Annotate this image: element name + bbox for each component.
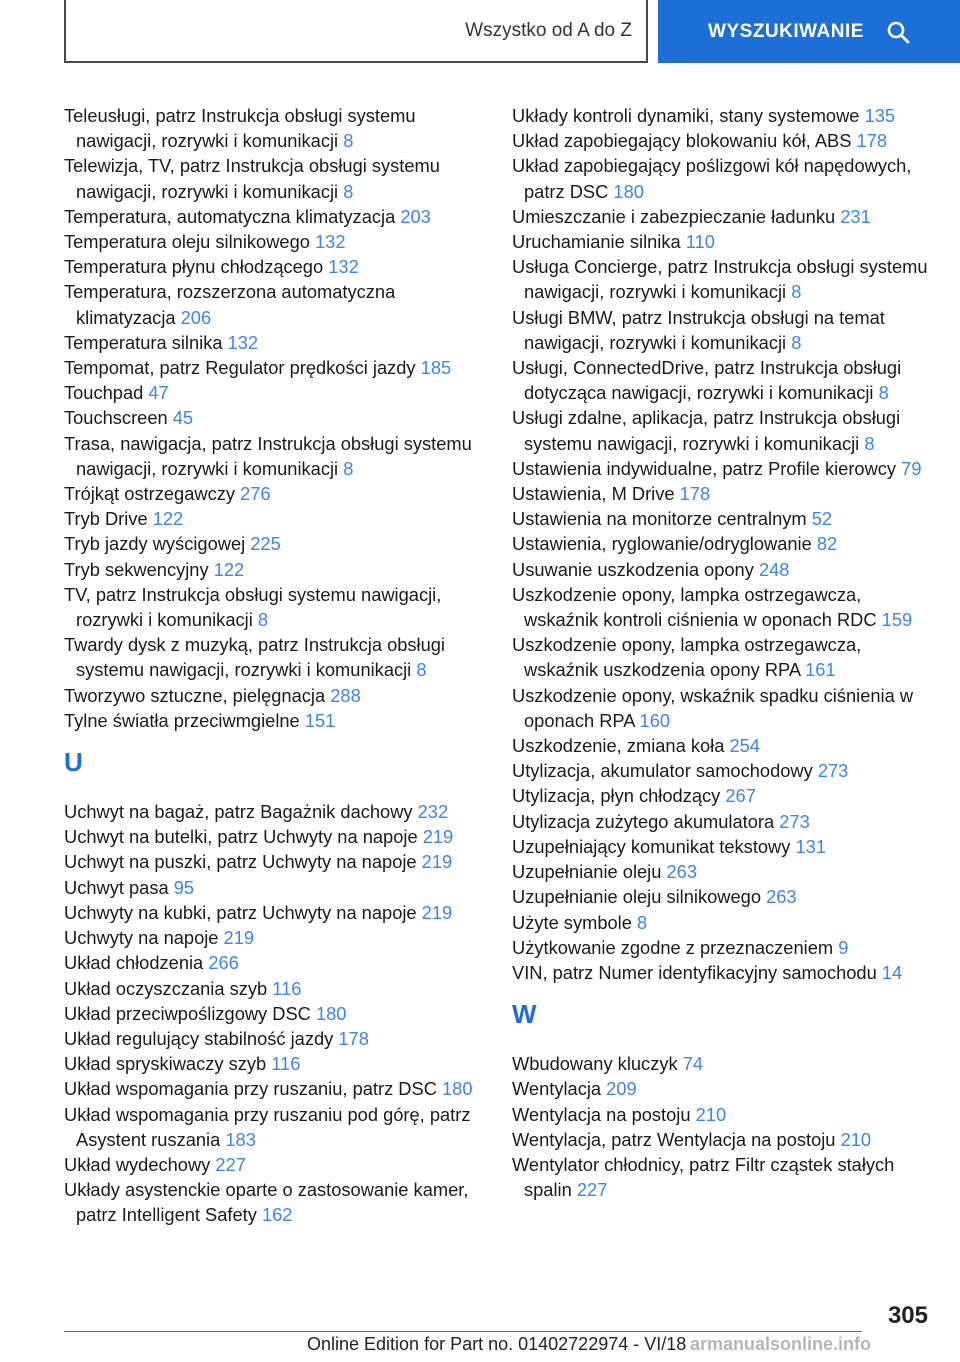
- index-entry: [64, 849, 484, 874]
- page-link[interactable]: 8: [257, 609, 269, 631]
- entry-term: Usługi, ConnectedDrive, patrz Instrukcja obsługi dotycząca nawigacji, rozrywki i komunikacji: [512, 357, 902, 404]
- page-link[interactable]: 276: [240, 483, 271, 505]
- page-link[interactable]: 52: [811, 508, 833, 530]
- entry-term: Uruchamianie silnika: [512, 231, 686, 253]
- index-entry: [64, 900, 484, 925]
- index-entry: [64, 330, 484, 355]
- tab-search-label: WYSZUKIWANIE: [708, 20, 864, 42]
- page-link[interactable]: 210: [695, 1103, 727, 1125]
- page-link[interactable]: 8: [636, 911, 648, 933]
- index-entry: [512, 254, 937, 304]
- tab-a-to-z-label: Wszystko od A do Z: [465, 19, 632, 41]
- index-entry: [512, 557, 937, 582]
- entry-term: Układ oczyszczania szyb: [64, 977, 273, 999]
- header: [0, 0, 960, 66]
- index-entry: [64, 824, 484, 849]
- index-entry: [64, 582, 484, 632]
- entry-term: Touchscreen: [64, 407, 173, 429]
- page-link[interactable]: 178: [679, 483, 711, 505]
- index-entry: [64, 557, 484, 582]
- page-link[interactable]: 178: [856, 130, 888, 152]
- index-entry: [512, 834, 937, 859]
- page-link[interactable]: 8: [791, 281, 802, 303]
- index-entry: [64, 1177, 484, 1227]
- page-link[interactable]: 8: [343, 130, 354, 152]
- entry-term: Teleusługi, patrz Instrukcja obsługi systemu nawigacji, rozrywki i komunikacji: [64, 105, 416, 152]
- page-link[interactable]: 180: [315, 1002, 347, 1024]
- entry-term: Temperatura, automatyczna klimatyzacja: [64, 205, 401, 227]
- page-link[interactable]: 116: [272, 977, 302, 999]
- index-entry: [64, 355, 484, 380]
- index-entry: [64, 380, 484, 405]
- page-link[interactable]: 110: [685, 231, 715, 253]
- page-link[interactable]: 8: [343, 180, 354, 202]
- entry-term: Tryb Drive: [64, 508, 153, 530]
- index-entry: [512, 809, 937, 834]
- page-link[interactable]: 210: [840, 1128, 872, 1150]
- index-entry: [512, 960, 937, 985]
- index-entry: [512, 683, 937, 733]
- page-link[interactable]: 219: [223, 927, 255, 949]
- index-entry: [64, 1076, 484, 1101]
- index-entry: [64, 481, 484, 506]
- entry-term: Usługi BMW, patrz Instrukcja obsługi na temat nawigacji, rozrywki i komunikacji: [512, 306, 885, 353]
- page-link[interactable]: 267: [725, 785, 756, 807]
- entry-term: Wentylacja na postoju: [512, 1103, 696, 1125]
- section-letter: W: [512, 999, 537, 1030]
- entry-term: Uchwyt na butelki, patrz Uchwyty na napoje: [64, 826, 423, 848]
- entry-term: Układ zapobiegający blokowaniu kół, ABS: [512, 130, 857, 152]
- page-link[interactable]: 132: [227, 331, 259, 353]
- page-link[interactable]: 8: [416, 659, 427, 681]
- page-link[interactable]: 178: [338, 1027, 369, 1049]
- watermark: armanualsonline.info: [690, 1334, 872, 1354]
- page-link[interactable]: 132: [328, 256, 359, 278]
- entry-term: Utylizacja zużytego akumulatora: [512, 810, 780, 832]
- entry-term: Wentylacja: [512, 1078, 607, 1100]
- search-icon: [886, 20, 910, 44]
- entry-term: Usuwanie uszkodzenia opony: [512, 558, 759, 580]
- page-link[interactable]: 8: [343, 457, 354, 479]
- page-link[interactable]: 227: [576, 1179, 608, 1201]
- index-entry: [512, 1051, 937, 1076]
- entry-term: Tryb jazdy wyścigowej: [64, 533, 251, 555]
- page-link[interactable]: 9: [838, 936, 849, 958]
- index-entry: [64, 103, 484, 153]
- page-link[interactable]: 266: [208, 952, 239, 974]
- entry-term: Uszkodzenie, zmiana koła: [512, 735, 730, 757]
- page-link[interactable]: 232: [417, 801, 449, 823]
- page-link[interactable]: 180: [441, 1078, 473, 1100]
- entry-term: Twardy dysk z muzyką, patrz Instrukcja obsługi systemu nawigacji, rozrywki i komunikacji: [64, 634, 445, 681]
- page-number: 305: [887, 1302, 928, 1329]
- page-link[interactable]: 8: [864, 432, 875, 454]
- index-entry: [512, 783, 937, 808]
- page-link[interactable]: 254: [729, 735, 760, 757]
- page-link[interactable]: 162: [261, 1204, 293, 1226]
- entry-term: Uzupełniający komunikat tekstowy: [512, 835, 796, 857]
- entry-term: Trójkąt ostrzegawczy: [64, 483, 241, 505]
- page-link[interactable]: 151: [304, 709, 336, 731]
- entry-term: Układ wspomagania przy ruszaniu, patrz DSC: [64, 1078, 442, 1100]
- entry-term: Telewizja, TV, patrz Instrukcja obsługi systemu nawigacji, rozrywki i komunikacji: [64, 155, 440, 202]
- page-link[interactable]: 8: [791, 331, 802, 353]
- page-link[interactable]: 219: [422, 826, 454, 848]
- page-link[interactable]: 248: [758, 558, 790, 580]
- index-entry: [64, 229, 484, 254]
- page-link[interactable]: 47: [148, 382, 169, 404]
- entry-term: Utylizacja, akumulator samochodowy: [512, 760, 818, 782]
- page-link[interactable]: 183: [225, 1128, 256, 1150]
- entry-term: Tryb sekwencyjny: [64, 558, 214, 580]
- footer-divider: [64, 1331, 862, 1332]
- edition-text: Online Edition for Part no. 01402722974 - VI/18: [307, 1334, 687, 1354]
- entry-term: Temperatura silnika: [64, 331, 228, 353]
- index-entry: [512, 1127, 937, 1152]
- entry-term: Umieszczanie i zabezpieczanie ładunku: [512, 205, 841, 227]
- index-entry: [64, 683, 484, 708]
- index-entry: [64, 708, 484, 733]
- page-link[interactable]: 14: [881, 961, 903, 983]
- entry-term: Touchpad: [64, 382, 149, 404]
- page-link[interactable]: 206: [180, 306, 212, 328]
- index-entry: [512, 305, 937, 355]
- entry-term: Układy kontroli dynamiki, stany systemowe: [512, 105, 865, 126]
- index-entry: [64, 875, 484, 900]
- page-link[interactable]: 231: [840, 205, 871, 227]
- entry-term: Tylne światła przeciwmgielne: [64, 709, 305, 731]
- index-entry: [512, 733, 937, 758]
- entry-term: Tworzywo sztuczne, pielęgnacja: [64, 684, 331, 706]
- entry-term: VIN, patrz Numer identyfikacyjny samochodu: [512, 961, 882, 983]
- index-entry: [64, 279, 484, 329]
- entry-term: Uszkodzenie opony, wskaźnik spadku ciśnienia w oponach RPA: [512, 684, 914, 731]
- entry-term: Ustawienia indywidualne, patrz Profile kierowcy: [512, 457, 902, 479]
- entry-term: Uchwyt pasa: [64, 876, 174, 898]
- entry-term: Użytkowanie zgodne z przeznaczeniem: [512, 936, 839, 958]
- index-entry: [64, 254, 484, 279]
- index-entry: [512, 456, 937, 481]
- index-entry: [512, 1152, 937, 1202]
- page-link[interactable]: 219: [421, 851, 453, 873]
- index-entry: [512, 582, 937, 632]
- index-entry: [64, 1051, 484, 1076]
- entry-term: Utylizacja, płyn chłodzący: [512, 785, 726, 807]
- index-entry: [512, 1076, 937, 1101]
- entry-term: Usługi zdalne, aplikacja, patrz Instrukcja obsługi systemu nawigacji, rozrywki i komunikacji: [512, 407, 901, 454]
- index-column-left: [64, 103, 484, 1228]
- entry-term: Temperatura, rozszerzona automatyczna klimatyzacja: [64, 281, 396, 328]
- index-entry: [64, 632, 484, 682]
- tab-a-to-z[interactable]: [64, 0, 648, 63]
- page-link[interactable]: 273: [779, 810, 810, 832]
- page-link[interactable]: 219: [421, 901, 453, 923]
- index-entry: [512, 884, 937, 909]
- page-link[interactable]: 288: [330, 684, 361, 706]
- index-entry: [64, 1102, 484, 1152]
- page-link[interactable]: 161: [805, 659, 836, 681]
- entry-term: TV, patrz Instrukcja obsługi systemu nawigacji, rozrywki i komunikacji: [64, 583, 442, 631]
- entry-term: Uszkodzenie opony, lampka ostrzegawcza, wskaźnik uszkodzenia opony RPA: [512, 634, 862, 681]
- index-entry: [64, 1026, 484, 1051]
- page-link[interactable]: 8: [878, 382, 889, 404]
- entry-term: Układ chłodzenia: [64, 952, 209, 974]
- index-entry: [512, 506, 937, 531]
- page-link[interactable]: 185: [420, 357, 452, 379]
- page-link[interactable]: 263: [666, 861, 697, 883]
- entry-term: Ustawienia na monitorze centralnym: [512, 508, 812, 530]
- entry-term: Układ regulujący stabilność jazdy: [64, 1027, 339, 1049]
- entry-term: Wentylator chłodnicy, patrz Filtr cząstek stałych spalin: [512, 1153, 895, 1201]
- page-link[interactable]: 95: [173, 876, 195, 898]
- entry-term: Układ spryskiwaczy szyb: [64, 1053, 272, 1075]
- index-entry: [512, 405, 937, 455]
- index-entry: [512, 632, 937, 682]
- index-entry: [64, 950, 484, 975]
- index-entry: [64, 405, 484, 430]
- entry-term: Trasa, nawigacja, patrz Instrukcja obsługi systemu nawigacji, rozrywki i komunikacji: [64, 432, 472, 479]
- index-entry: [512, 859, 937, 884]
- page-link[interactable]: 160: [639, 709, 671, 731]
- index-entry: [512, 1102, 937, 1127]
- page-link[interactable]: 273: [817, 760, 849, 782]
- entry-term: Uzupełnianie oleju: [512, 861, 667, 883]
- index-entry: [64, 976, 484, 1001]
- index-entry: [512, 128, 937, 153]
- entry-term: Uzupełnianie oleju silnikowego: [512, 886, 767, 908]
- index-entry: [64, 925, 484, 950]
- page-link[interactable]: 74: [682, 1053, 704, 1075]
- page-link[interactable]: 45: [172, 407, 194, 429]
- index-column-right: [512, 103, 937, 1202]
- page-link[interactable]: 209: [606, 1078, 637, 1100]
- index-entry: [512, 153, 937, 203]
- section-letter: U: [64, 747, 83, 778]
- entry-term: Ustawienia, M Drive: [512, 483, 680, 505]
- entry-term: Uchwyty na kubki, patrz Uchwyty na napoje: [64, 901, 422, 923]
- index-entry: [64, 1152, 484, 1177]
- index-entry: [64, 506, 484, 531]
- entry-term: Ustawienia, ryglowanie/odryglowanie: [512, 533, 817, 555]
- page-link[interactable]: 203: [400, 205, 431, 227]
- page-link[interactable]: 159: [881, 609, 913, 631]
- page-link[interactable]: 82: [816, 533, 838, 555]
- index-entry: [64, 204, 484, 229]
- page-link[interactable]: 116: [271, 1053, 301, 1075]
- entry-term: Temperatura oleju silnikowego: [64, 231, 315, 253]
- index-entry: [512, 481, 937, 506]
- page-link[interactable]: 122: [213, 558, 245, 580]
- index-entry: [512, 204, 937, 229]
- entry-term: Temperatura płynu chłodzącego: [64, 256, 329, 278]
- page-link[interactable]: 122: [152, 508, 184, 530]
- page-link[interactable]: 225: [250, 533, 281, 555]
- index-entry: [512, 910, 937, 935]
- index-entry: [64, 153, 484, 203]
- entry-term: Układ wspomagania przy ruszaniu pod górę, patrz Asystent ruszania: [64, 1103, 471, 1150]
- index-entry: [64, 1001, 484, 1026]
- entry-term: Wbudowany kluczyk: [512, 1053, 683, 1075]
- page-link[interactable]: 131: [795, 835, 826, 857]
- entry-term: Uchwyty na napoje: [64, 927, 224, 949]
- index-entry: [512, 229, 937, 254]
- entry-term: Uchwyt na puszki, patrz Uchwyty na napoje: [64, 851, 422, 873]
- entry-term: Uszkodzenie opony, lampka ostrzegawcza, wskaźnik kontroli ciśnienia w oponach RDC: [512, 583, 882, 631]
- index-entry: [512, 355, 937, 405]
- entry-term: Układ zapobiegający poślizgowi kół napędowych, patrz DSC: [512, 155, 912, 202]
- page-link[interactable]: 135: [864, 105, 896, 126]
- index-entry: [512, 935, 937, 960]
- page-link[interactable]: 263: [766, 886, 797, 908]
- index-entry: [64, 531, 484, 556]
- page-link[interactable]: 132: [315, 231, 346, 253]
- entry-term: Uchwyt na bagaż, patrz Bagażnik dachowy: [64, 801, 418, 823]
- index-entry: [512, 531, 937, 556]
- page-link[interactable]: 180: [613, 180, 644, 202]
- page-link[interactable]: 79: [901, 457, 922, 479]
- entry-term: Usługa Concierge, patrz Instrukcja obsługi systemu nawigacji, rozrywki i komunikacji: [512, 256, 928, 303]
- entry-term: Układ przeciwpoślizgowy DSC: [64, 1002, 316, 1024]
- entry-term: Użyte symbole: [512, 911, 637, 933]
- page-link[interactable]: 227: [215, 1153, 246, 1175]
- index-entry: [64, 431, 484, 481]
- entry-term: Układy asystenckie oparte o zastosowanie kamer, patrz Intelligent Safety: [64, 1179, 469, 1226]
- entry-term: Tempomat, patrz Regulator prędkości jazdy: [64, 357, 421, 379]
- entry-term: Wentylacja, patrz Wentylacja na postoju: [512, 1128, 841, 1150]
- index-entry: [512, 103, 937, 128]
- index-entry: [64, 799, 484, 824]
- entry-term: Układ wydechowy: [64, 1153, 216, 1175]
- index-entry: [512, 758, 937, 783]
- tab-search[interactable]: [658, 0, 960, 63]
